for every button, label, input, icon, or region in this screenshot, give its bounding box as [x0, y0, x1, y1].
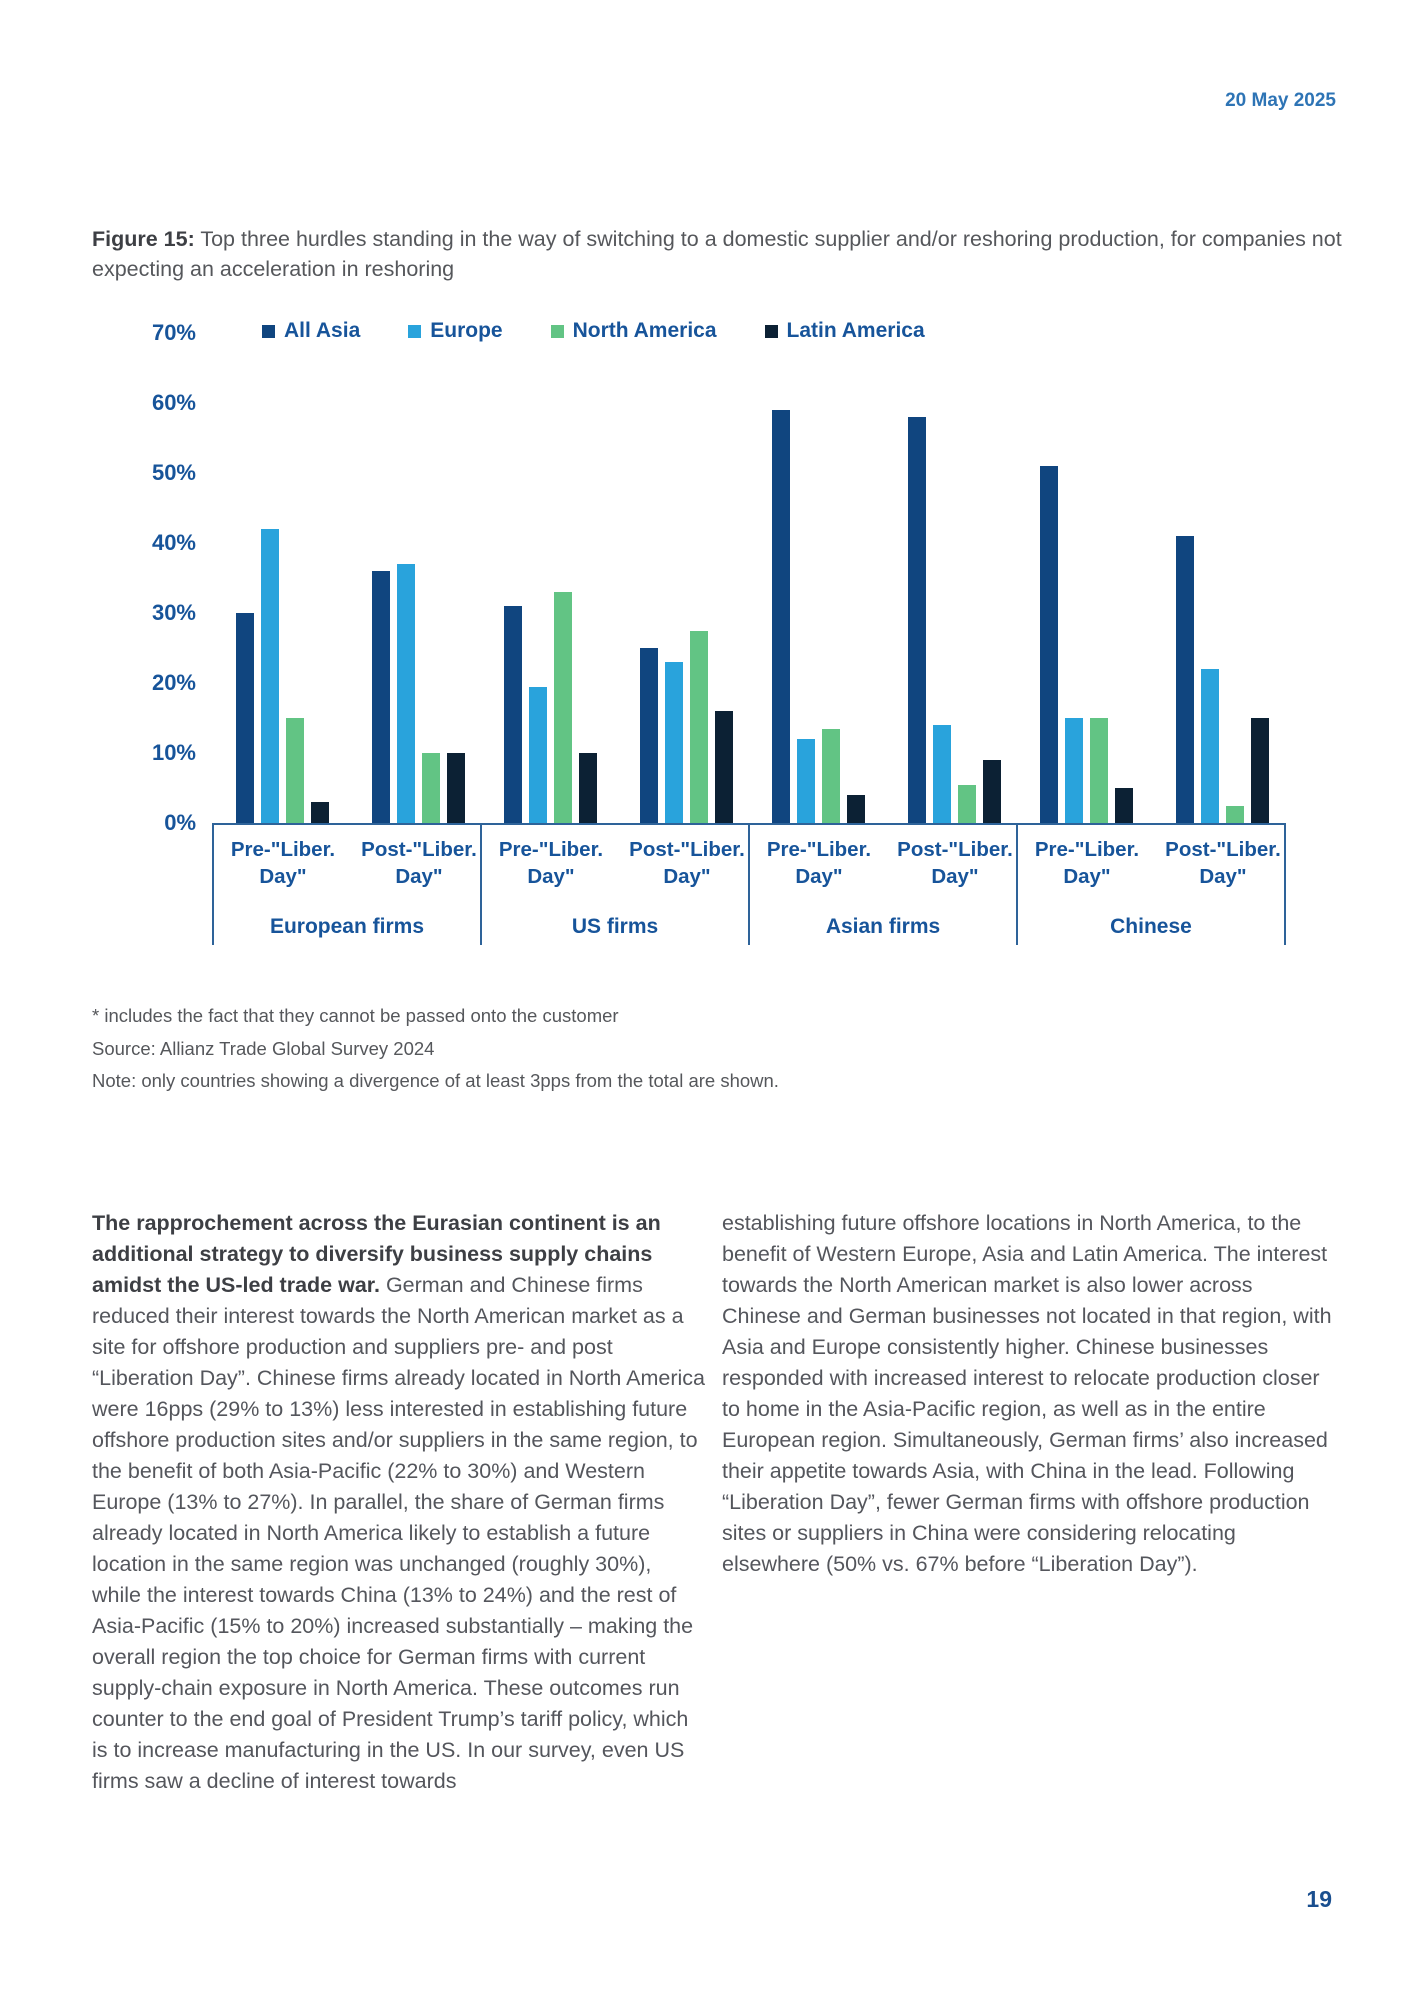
bar-cluster-post [640, 631, 733, 824]
x-tick-line: Pre-"Liber. [766, 838, 872, 861]
x-tick-line: Pre-"Liber. [498, 838, 604, 861]
bar-cluster-pre [504, 592, 597, 823]
bar-north-america [1226, 806, 1244, 824]
bar-cluster-pre [1040, 466, 1133, 823]
bar-all-asia [908, 417, 926, 823]
chart-group-european-firms [213, 333, 481, 938]
x-tick-line: Day" [1063, 865, 1111, 888]
x-tick-line: Day" [663, 865, 711, 888]
y-axis-tick: 70% [151, 320, 196, 345]
plot-area [213, 333, 1285, 938]
bar-north-america [822, 729, 840, 824]
body-left-text: German and Chinese firms reduced their interest towards the North American market as a site for offshore production and suppliers pre- and post “Liberation Day”. Chinese firms already located in North America were 16pps (29% to 13%) less interested in establishing future offshore production sites and/or suppliers in the same region, to the benefit of both Asia-Pacific (22% to 30%) and Western Europe (13% to 27%). In parallel, the share of German firms already located in North America likely to establish a future location in the same region was unchanged (roughly 30%), while the interest towards China (13% to 24%) and the rest of Asia-Pacific (15% to 20%) increased substantially – making the overall region the top choice for German firms with current supply-chain exposure in North America. These outcomes run counter to the end goal of President Trump’s tariff policy, which is to increase manufacturing in the US. In our survey, even US firms saw a decline of interest towards [92, 1273, 706, 1793]
bar-europe [529, 687, 547, 824]
y-axis-tick: 60% [151, 390, 196, 415]
x-tick-line: Post-"Liber. [361, 838, 477, 861]
footnote-asterisk: * includes the fact that they cannot be passed onto the customer [92, 1005, 619, 1026]
y-axis-tick: 20% [151, 670, 196, 695]
x-tick-label-pre [208, 836, 358, 890]
x-tick-label-pre [1012, 836, 1162, 890]
legend-label: All Asia [284, 319, 361, 342]
body-left-paragraph [92, 1208, 706, 1797]
x-tick-line: Day" [395, 865, 443, 888]
x-tick-line: Day" [1199, 865, 1247, 888]
y-axis-tick: 30% [151, 600, 196, 625]
x-tick-line: Post-"Liber. [629, 838, 745, 861]
bar-all-asia [1040, 466, 1058, 823]
x-tick-label-post [1148, 836, 1298, 890]
bar-north-america [554, 592, 572, 823]
group-label-european-firms: European firms [269, 915, 425, 938]
x-tick-line: Post-"Liber. [897, 838, 1013, 861]
x-tick-line: Pre-"Liber. [1034, 838, 1140, 861]
page-number: 19 [1306, 1886, 1332, 1912]
legend-label: North America [572, 319, 717, 342]
legend-label: Latin America [786, 319, 925, 342]
bar-europe [797, 739, 815, 823]
bar-latin-america [579, 753, 597, 823]
bar-north-america [422, 753, 440, 823]
x-tick-line: Day" [527, 865, 575, 888]
x-tick-line: Pre-"Liber. [230, 838, 336, 861]
bar-north-america [286, 718, 304, 823]
x-tick-label-pre [744, 836, 894, 890]
figure-caption [92, 224, 1342, 284]
bar-north-america [958, 785, 976, 824]
bar-europe [665, 662, 683, 823]
body-right-column [722, 1208, 1336, 1580]
x-tick-line: Day" [931, 865, 979, 888]
figure-caption-text: Top three hurdles standing in the way of switching to a domestic supplier and/or reshoring production, for companies not expecting an acceleration in reshoring [92, 227, 1342, 281]
bar-latin-america [447, 753, 465, 823]
page-date: 20 May 2025 [1225, 90, 1336, 111]
x-tick-line: Day" [259, 865, 307, 888]
bar-north-america [690, 631, 708, 824]
legend-label: Europe [430, 319, 503, 342]
bar-all-asia [1176, 536, 1194, 823]
y-axis-tick: 50% [151, 460, 196, 485]
chart-group-chinese [1017, 333, 1285, 938]
x-tick-label-post [880, 836, 1030, 890]
bar-europe [1201, 669, 1219, 823]
body-lead-bold: The rapprochement across the Eurasian continent is an additional strategy to diversify business supply chains amidst the US-led trade war. [92, 1211, 661, 1297]
chart-group-asian-firms [749, 333, 1017, 938]
bar-cluster-pre [772, 410, 865, 823]
body-right-paragraph: establishing future offshore locations in North America, to the benefit of Western Europe, Asia and Latin America. The interest towards the North American market is also lower across Chinese and German businesses not located in that region, with Asia and Europe consistently higher. Chinese businesses responded with increased interest to relocate production closer to home in the Asia-Pacific region, as well as in the entire European region. Simultaneously, German firms’ also increased their appetite towards Asia, with China in the lead. Following “Liberation Day”, fewer German firms with offshore production sites or suppliers in China were considering relocating elsewhere (50% vs. 67% before “Liberation Day”). [722, 1211, 1332, 1576]
y-axis-tick: 0% [164, 810, 196, 835]
bar-europe [397, 564, 415, 823]
figure-label: Figure 15: [92, 227, 195, 251]
chart-footnotes [92, 1000, 779, 1098]
bar-europe [1065, 718, 1083, 823]
bar-all-asia [640, 648, 658, 823]
bar-latin-america [847, 795, 865, 823]
bar-europe [933, 725, 951, 823]
y-axis-tick: 10% [151, 740, 196, 765]
y-axis-tick: 40% [151, 530, 196, 555]
x-tick-label-post [612, 836, 762, 890]
bar-cluster-pre [236, 529, 329, 823]
y-axis [80, 320, 196, 840]
footnote-note: Note: only countries showing a divergence of at least 3pps from the total are shown. [92, 1070, 779, 1091]
footnote-source: Source: Allianz Trade Global Survey 2024 [92, 1037, 435, 1059]
bar-cluster-post [372, 564, 465, 823]
x-tick-label-post [344, 836, 494, 890]
bar-latin-america [983, 760, 1001, 823]
group-label-asian-firms: Asian firms [825, 915, 941, 938]
group-label-us-firms: US firms [571, 915, 659, 938]
x-tick-label-pre [476, 836, 626, 890]
x-tick-line: Post-"Liber. [1165, 838, 1281, 861]
bar-latin-america [1251, 718, 1269, 823]
bar-latin-america [1115, 788, 1133, 823]
group-label-chinese: Chinese [1110, 915, 1192, 938]
bar-all-asia [236, 613, 254, 823]
chart-group-us-firms [481, 333, 749, 938]
bar-cluster-post [1176, 536, 1269, 823]
bar-latin-america [715, 711, 733, 823]
bar-all-asia [772, 410, 790, 823]
body-left-column [92, 1208, 706, 1797]
x-tick-line: Day" [795, 865, 843, 888]
bar-north-america [1090, 718, 1108, 823]
bar-cluster-post [908, 417, 1001, 823]
bar-all-asia [372, 571, 390, 823]
bar-latin-america [311, 802, 329, 823]
bar-all-asia [504, 606, 522, 823]
bar-europe [261, 529, 279, 823]
